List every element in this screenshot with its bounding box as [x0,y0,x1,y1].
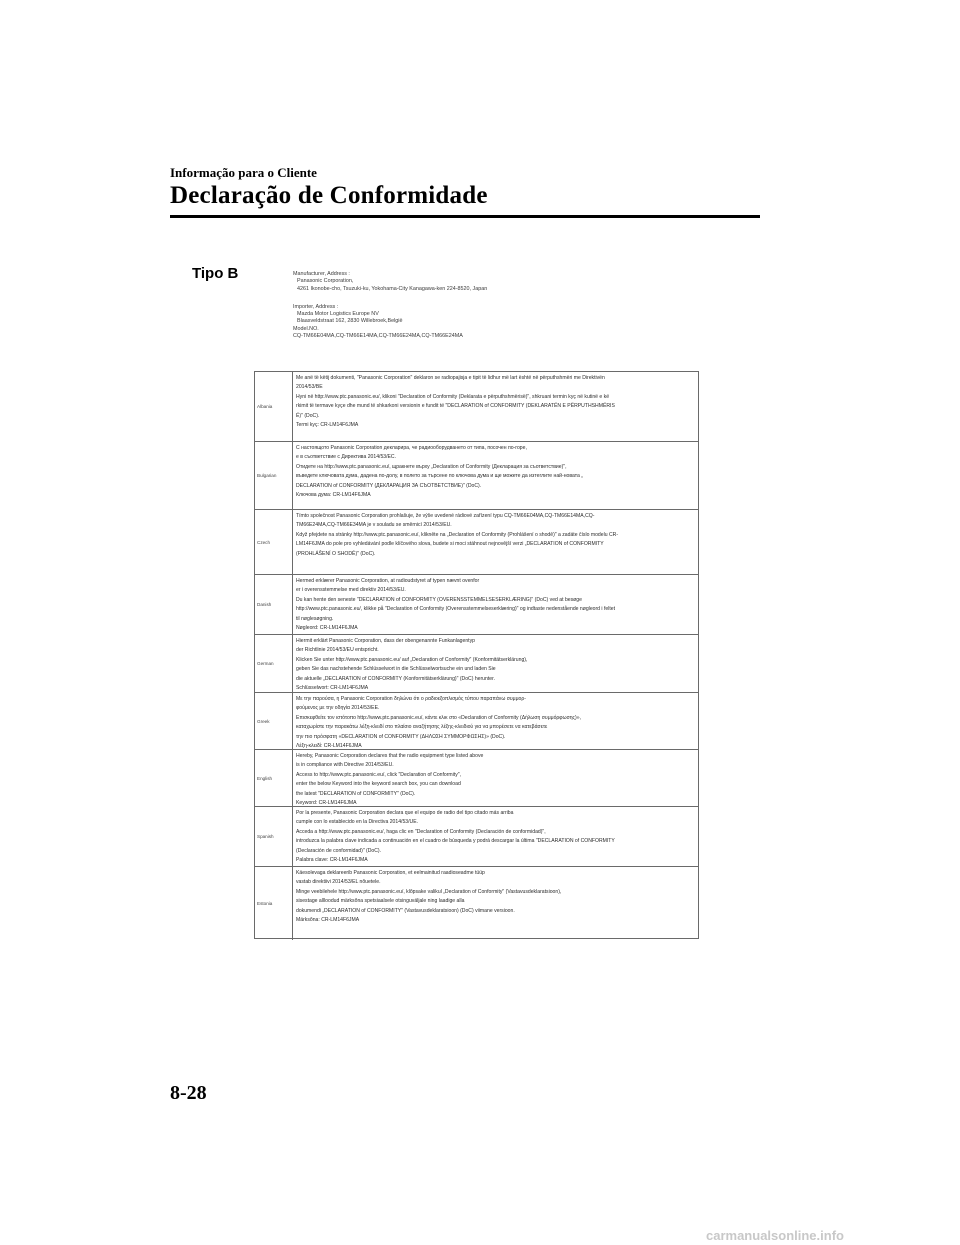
declaration-line: καταχωρίστε την παρακάτω λέξη-κλειδί στο πλαίσιο αναζήτησης λέξης-κλειδιού για να μπορέσετε να κατεβάσετε [296,724,548,731]
declaration-line: DECLARATION of CONFORMITY (ДЕКЛАРАЦИЯ ЗА СЪОТВЕТСТВИЕ)" (DoC). [296,482,482,489]
declaration-line: die aktuelle „DECLARATION of CONFORMITY (Konformitätserklärung)" (DoC) herunter. [296,675,495,682]
declaration-language: Czech [255,510,293,574]
declaration-text [293,867,698,940]
declaration-text [293,510,698,574]
declaration-line: Keyword: CR-LM14F6JMA [296,800,357,806]
declaration-language: Estonia [255,867,293,940]
declaration-table [254,371,699,939]
declaration-line: Nøgleord: CR-LM14F6JMA [296,625,358,632]
declaration-line: Ключова дума: CR-LM14F6JMA [296,492,371,499]
declaration-line: Access to http://www.ptc.panasonic.eu/, click "Declaration of Conformity", [296,771,461,778]
declaration-language: Bulgarian [255,442,293,509]
declaration-line: (PROHLÁŠENÍ O SHODĚ)" (DoC). [296,550,376,557]
declaration-line: Märksõna: CR-LM14F6JMA [296,917,360,924]
manufacturer-address: 4261 Ikonobe-cho, Tsuzuki-ku, Yokohama-City Kanagawa-ken 224-8520, Japan [297,285,488,292]
declaration-line: въведете ключовата дума, дадена по-долу, в полето за търсене по ключова дума и ще можете да изтеглите най-новата „ [296,473,583,480]
declaration-text [293,442,698,509]
declaration-line: Tímto společnost Panasonic Corporation prohlašuje, že výše uvedené rádiové zařízení typu CQ-TM66E04MA,CQ-TM66E14MA,CQ- [296,513,595,519]
declaration-line: sisestage allloodud märksõna spetsiaalsele otsinguväljale ning laadige alla [296,898,465,905]
declaration-line: dokumendi „DECLARATION of CONFORMITY" (Vastavusdeklaratsioon) (DoC) viimane versioon. [296,907,515,914]
declaration-line: the latest "DECLARATION of CONFORMITY" (DoC). [296,790,416,797]
declaration-line: er i overensstemmelse med direktiv 2014/53/EU. [296,587,406,594]
declaration-row [255,806,698,866]
declaration-line: Με την παρούσα, η Panasonic Corporation δηλώνει ότι ο ραδιοεξοπλισμός τύπου παραπάνω συμμορ- [296,696,526,702]
declaration-row [255,866,698,940]
declaration-line: φούμενος με την οδηγία 2014/53/ΕΕ. [296,705,380,712]
declaration-language: Greek [255,693,293,749]
title-divider [170,215,760,218]
declaration-text [293,575,698,634]
declaration-line: Me anë të këtij dokumenti, "Panasonic Corporation" deklaron se radiopajisja e tipit të lidhur më lart është në përputhshmëri me Direktivën [296,375,605,381]
declaration-language: Danish [255,575,293,634]
declaration-line: is in compliance with Directive 2014/53/EU. [296,762,394,769]
declaration-line: Λέξη-κλειδί: CR-LM14F6JMA [296,743,362,749]
declaration-line: Termi kyç: CR-LM14F6JMA [296,422,359,429]
declaration-text [293,750,698,806]
declaration-line: Klicken Sie unter http://www.ptc.panasonic.eu/ auf „Declaration of Conformity" (Konformitätserklärung), [296,656,528,663]
declaration-line: Minge veebilehele http://www.ptc.panasonic.eu/, klõpsake valikul „Declaration of Conformity" (Vastavusdeklaratsioon), [296,888,562,895]
declaration-line: Käesolevaga deklareerib Panasonic Corporation, et eelmainitud raadioseadme tüüp [296,870,485,876]
declaration-row [255,749,698,806]
declaration-line: der Richtlinie 2014/53/EU entspricht. [296,647,379,654]
declaration-line: 2014/53/BE [296,384,323,391]
declaration-line: Ë)" (DoC). [296,412,320,419]
declaration-row [255,692,698,749]
declaration-row [255,634,698,692]
declaration-line: Por la presente, Panasonic Corporation declara que el equipo de radio del tipo citado más arriba [296,810,514,816]
declaration-line: (Declaración de conformidad)" (DoC). [296,847,382,854]
declaration-line: TM66E24MA,CQ-TM66E34MA je v souladu se směrnicí 2014/53/EU. [296,522,452,529]
manufacturer-label: Manufacturer, Address : [293,271,350,277]
tipo-label: Tipo B [192,265,239,282]
declaration-language: Albania [255,372,293,441]
declaration-line: Hermed erklærer Panasonic Corporation, at radioudstyret af typen nævnt ovenfor [296,578,480,584]
declaration-line: enter the below Keyword into the keyword search box, you can download [296,781,461,788]
declaration-line: е в съответствие с Директива 2014/53/ЕС. [296,454,397,461]
declaration-text [293,635,698,692]
model-label: Model.NO. [293,325,319,332]
declaration-row [255,574,698,634]
declaration-language: German [255,635,293,692]
declaration-language: English [255,750,293,806]
model-list: CQ-TM66E04MA,CQ-TM66E14MA,CQ-TM66E24MA,CQ-TM66E24MA [293,333,463,340]
declaration-line: til nøglesøgning. [296,615,334,622]
declaration-row [255,372,698,441]
declaration-line: Hiermit erklärt Panasonic Corporation, dass der obengenannte Funkanlagentyp [296,638,475,644]
declaration-language: Spanish [255,807,293,866]
declaration-line: την πιο πρόσφατη «DECLARATION of CONFORMITY (ΔΗΛΩΣΗ ΣΥΜΜΟΡΦΩΣΗΣ)» (DoC). [296,733,506,740]
spacer [293,293,713,304]
declaration-line: vastab direktiivi 2014/53/EL nõuetele. [296,879,381,886]
section-label: Informação para o Cliente [170,165,317,180]
declaration-line: introduzca la palabra clave indicada a continuación en el cuadro de búsqueda y podrá descargar la última "DECLARATION of CONFORMITY [296,838,615,845]
declaration-line: http://www.ptc.panasonic.eu/, klikke på "Declaration of Conformity (Overensstemmelseserklæring)" og indtaste nedenstående nøgleord i feltet [296,606,616,613]
declaration-text [293,372,698,441]
declaration-text [293,807,698,866]
declaration-row [255,509,698,574]
page-number: 8-28 [170,1082,207,1104]
declaration-line: geben Sie das nachstehende Schlüsselwort in die Schlüsselwortsuche ein und laden Sie [296,666,496,673]
importer-name: Mazda Motor Logistics Europe NV [297,311,379,318]
declaration-line: Když přejdete na stránky http://www.ptc.panasonic.eu/, klikněte na „Declaration of Conformity (Prohlášení o shodě)" a zadáte číslo modelu CR- [296,531,619,538]
importer-address: Blaasveldstraat 162, 2830 Willebroek,België [297,318,403,325]
declaration-line: Hereby, Panasonic Corporation declares that the radio equipment type listed above [296,753,484,759]
declaration-line: Du kan hente den seneste "DECLARATION of CONFORMITY (OVERENSSTEMMELSESERKLÆRING)" (DoC) ved at besøge [296,596,582,603]
page-title: Declaração de Conformidade [170,182,488,209]
declaration-line: Hyni në http://www.ptc.panasonic.eu/, klikoni "Declaration of Conformity (Deklarata e përputhshmërisë)", shkruani termin kyç në kutinë e kë [296,393,610,400]
watermark: carmanualsonline.info [706,1228,844,1243]
declaration-text [293,693,698,749]
declaration-line: LM14F6JMA do pole pro vyhledávání podle klíčového slova, budete si moci stáhnout nejnovější verzi „DECLARATION of CONFORMITY [296,541,604,548]
importer-label: Importer, Address : [293,303,339,310]
declaration-line: cumple con lo establecido en la Directiva 2014/53/UE. [296,819,419,826]
declaration-line: rkimit të termave kyçe dhe mund të shkarkoni versionin e fundit të "DECLARATION of CONFORMITY (DEKLARATËN E PËRPUTHSHMËRIS [296,403,615,410]
manufacturer-importer-block [293,271,713,340]
declaration-line: Επισκεφθείτε τον ιστότοπο http://www.ptc.panasonic.eu/, κάντε κλικ στο «Declaration of Conformity (Δήλωση συμμόρφωσης)», [296,714,581,721]
declaration-line: С настоящото Panasonic Corporation декларира, че радиооборудването от типа, посочен по-горе, [296,445,527,451]
declaration-line: Acceda a http://www.ptc.panasonic.eu/, haga clic en "Declaration of Conformity (Declaración de conformidad)", [296,828,546,835]
declaration-line: Palabra clave: CR-LM14F6JMA [296,857,368,864]
declaration-row [255,441,698,509]
declaration-line: Отидете на http://www.ptc.panasonic.eu/, щракнете върху „Declaration of Conformity (Декларация за съответствие)", [296,463,567,470]
manufacturer-name: Panasonic Corporation, [297,278,354,285]
declaration-line: Schlüsselwort: CR-LM14F6JMA [296,685,369,692]
